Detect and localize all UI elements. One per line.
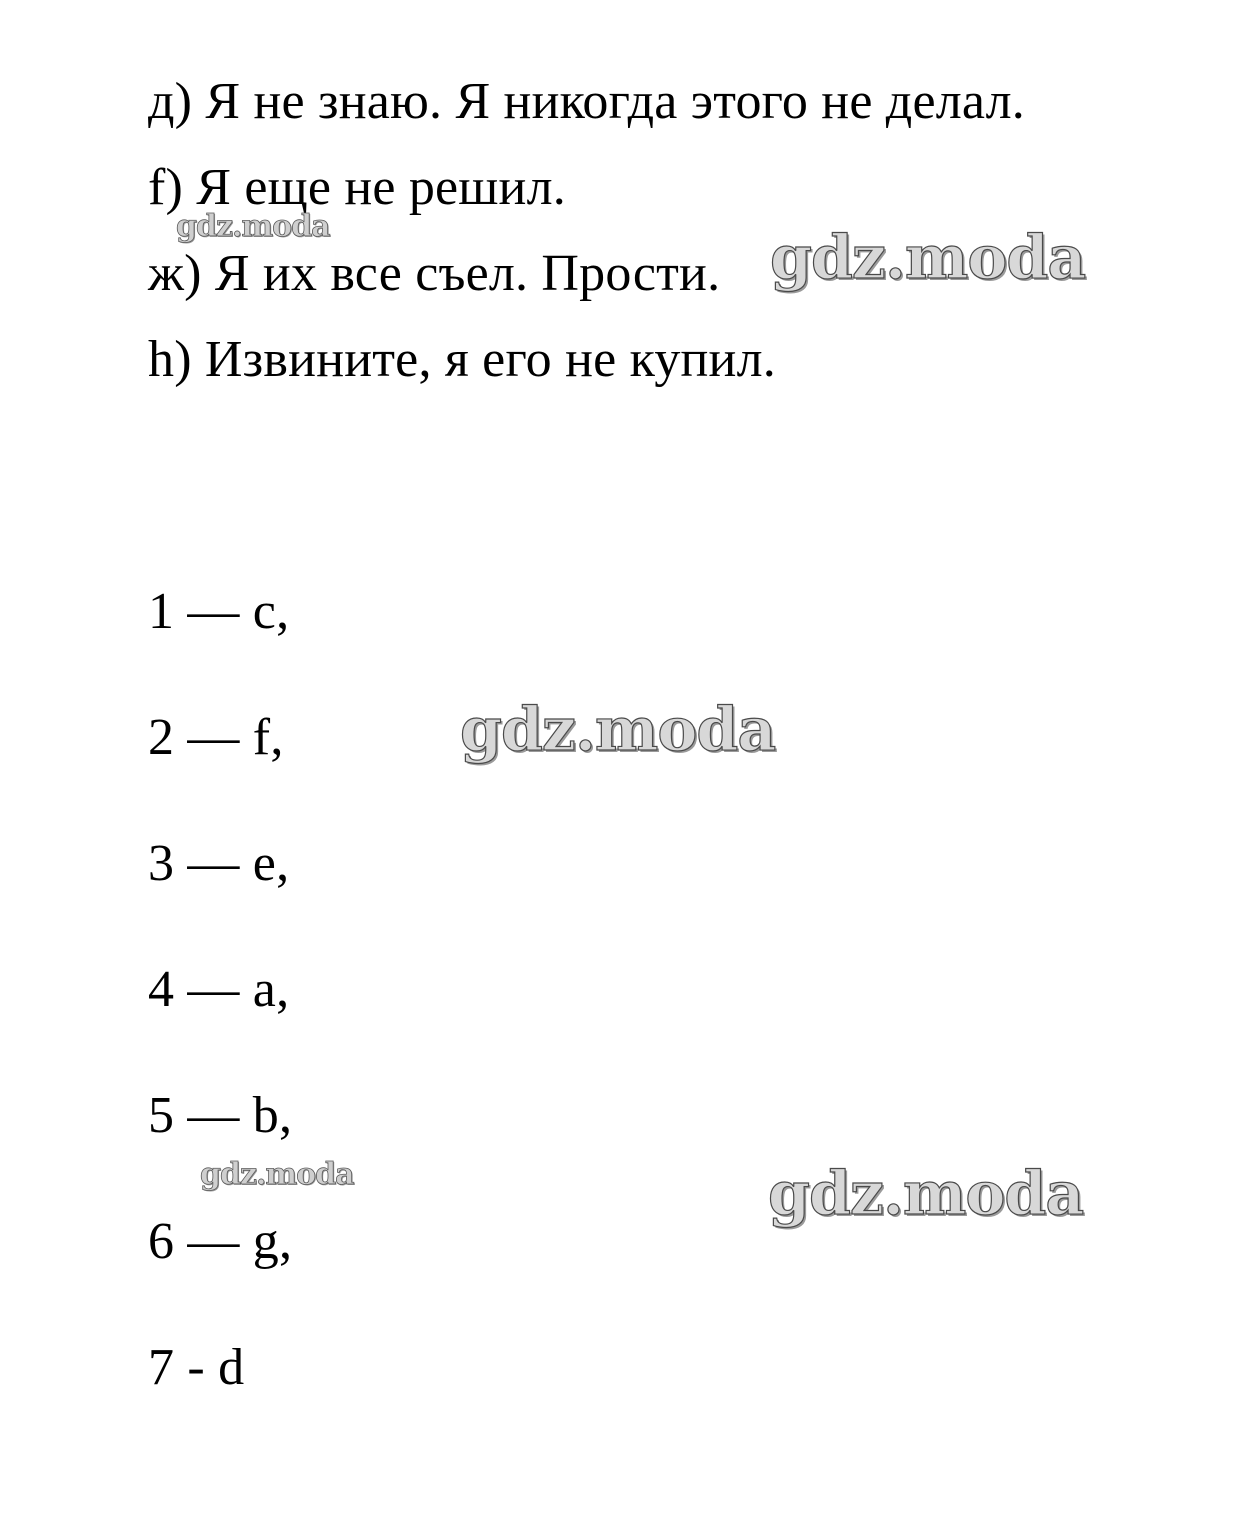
sentence-zh: ж) Я их все съел. Прости.	[148, 245, 721, 302]
answer-3: 3 — e,	[148, 835, 290, 892]
answer-1: 1 — c,	[148, 583, 290, 640]
sentence-d: д) Я не знаю. Я никогда этого не делал.	[148, 73, 1025, 130]
answer-7: 7 - d	[148, 1339, 245, 1396]
answer-4: 4 — a,	[148, 961, 290, 1018]
watermark-large-bottom: gdz.moda	[768, 1159, 1084, 1229]
watermark-large-middle: gdz.moda	[460, 695, 776, 765]
answer-2: 2 — f,	[148, 709, 284, 766]
watermark-small-bottom: gdz.moda	[200, 1157, 354, 1192]
sentence-h: h) Извините, я его не купил.	[148, 331, 776, 388]
answer-6: 6 — g,	[148, 1213, 293, 1270]
watermark-large-top: gdz.moda	[770, 223, 1086, 293]
answer-5: 5 — b,	[148, 1087, 293, 1144]
sentence-f: f) Я еще не решил.	[148, 159, 566, 216]
watermark-small-top: gdz.moda	[176, 209, 330, 244]
